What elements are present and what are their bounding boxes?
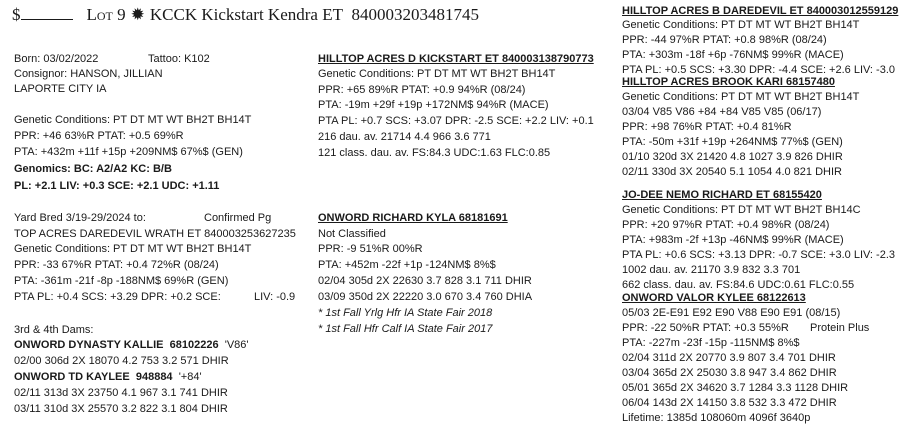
bred-liv: LIV: -0.9 (254, 291, 296, 303)
dam-pta: PTA: +452m -22f +1p -124NM$ 8%$ (318, 259, 496, 271)
dam4-id: 948884 (135, 371, 173, 383)
ds-pta: PTA: +983m -2f +13p -46NM$ 99%R (MACE) (622, 234, 844, 246)
price-dollar: $ (12, 5, 21, 24)
bred-genetic: Genetic Conditions: PT DT MT WT BH2T BH14T (14, 243, 252, 255)
ds-class: 662 class. dau. av. FS:84.6 UDC:0.61 FLC:0.55 (622, 279, 855, 291)
dam4-name: ONWORD TD KAYLEE (14, 371, 130, 383)
animal-genomics: Genomics: BC: A2/A2 KC: B/B (14, 163, 172, 175)
dam3-sire: 'V86' (224, 339, 249, 351)
bred-sire: TOP ACRES DAREDEVIL WRATH ET 840003253627235 (14, 228, 296, 240)
lot-title (12, 4, 479, 26)
born-line (14, 53, 210, 65)
dam3-line (14, 339, 249, 351)
dd-record-1: 02/04 311d 2X 20770 3.9 807 3.4 701 DHIR (622, 352, 836, 364)
dd-protein-plus: Protein Plus (810, 322, 870, 334)
dam3-id: 68102226 (169, 339, 219, 351)
dams34-label: 3rd & 4th Dams: (14, 324, 94, 336)
sire-ptapl: PTA PL: +0.7 SCS: +3.07 DPR: -2.5 SCE: +2.2 LIV: +0.1 (318, 115, 594, 127)
dam3-record: 02/00 306d 2X 18070 4.2 753 3.2 571 DHIR (14, 355, 229, 367)
sd-record-1: 01/10 320d 3X 21420 4.8 1027 3.9 826 DHIR (622, 151, 843, 163)
dd-scores: 05/03 2E-E91 E92 E90 V88 E90 E91 (08/15) (622, 307, 841, 319)
dd-ppr (622, 322, 870, 334)
tattoo-label: Tattoo: (148, 53, 182, 65)
sire-class: 121 class. dau. av. FS:84.3 UDC:1.63 FLC:0.85 (318, 147, 551, 159)
dd-pta: PTA: -227m -23f -15p -115NM$ 8%$ (622, 337, 800, 349)
bred-ptapl-a: PTA PL: +0.4 SCS: +3.29 DPR: +0.2 SCE: (14, 291, 221, 303)
dd-name: ONWORD VALOR KYLEE 68122613 (622, 292, 806, 304)
price-blank (21, 5, 73, 20)
dam-name: ONWORD RICHARD KYLA 68181691 (318, 212, 508, 224)
sd-scores: 03/04 V85 V86 +84 +84 V85 V85 (06/17) (622, 106, 822, 118)
dam-record-1: 02/04 305d 2X 22630 3.7 828 3.1 711 DHIR (318, 275, 532, 287)
dam-class: Not Classified (318, 228, 386, 240)
ss-ppr: PPR: -44 97%R PTAT: +0.8 98%R (08/24) (622, 34, 827, 46)
dam-award-2: * 1st Fall Hfr Calf IA State Fair 2017 (318, 323, 493, 335)
consignor-line (14, 68, 163, 80)
bred-ptapl (14, 291, 296, 303)
sd-ppr: PPR: +98 76%R PTAT: +0.4 81%R (622, 121, 792, 133)
tattoo-value: K102 (184, 53, 210, 65)
born-label: Born: (14, 53, 41, 65)
sd-record-2: 02/11 330d 3X 20540 5.1 1054 4.0 821 DHIR (622, 166, 842, 178)
dd-ppr-a: PPR: -22 50%R PTAT: +0.3 55%R (622, 322, 789, 334)
ss-ptapl: PTA PL: +0.5 SCS: +3.30 DPR: -4.4 SCE: +2.6 LIV: -3.0 (622, 64, 896, 76)
ds-genetic: Genetic Conditions: PT DT MT WT BH2T BH14C (622, 204, 861, 216)
sire-dau: 216 dau. av. 21714 4.4 966 3.6 771 (318, 131, 491, 143)
location: LAPORTE CITY IA (14, 83, 107, 95)
tattoo (148, 53, 210, 65)
sire-pta: PTA: -19m +29f +19p +172NM$ 94%R (MACE) (318, 99, 549, 111)
bred-ppr: PPR: -33 67%R PTAT: +0.4 72%R (08/24) (14, 259, 219, 271)
consignor-label: Consignor: (14, 68, 68, 80)
ds-ptapl: PTA PL: +0.6 SCS: +3.13 DPR: -0.7 SCE: +3.0 LIV: -2.3 (622, 249, 896, 261)
dam4-sire: '+84' (178, 371, 202, 383)
dam4-line (14, 371, 202, 383)
ds-dau: 1002 dau. av. 21170 3.9 832 3.3 701 (622, 264, 801, 276)
sire-ppr: PPR: +65 89%R PTAT: +0.9 94%R (08/24) (318, 84, 526, 96)
dd-record-3: 05/01 365d 2X 34620 3.7 1284 3.3 1128 DHIR (622, 382, 849, 394)
dam4-record-1: 02/11 313d 3X 23750 4.1 967 3.1 741 DHIR (14, 387, 228, 399)
bred-pta: PTA: -361m -21f -8p -188NM$ 69%R (GEN) (14, 275, 229, 287)
animal-pl: PL: +2.1 LIV: +0.3 SCE: +2.1 UDC: +1.11 (14, 180, 220, 192)
dam-record-2: 03/09 350d 2X 22220 3.0 670 3.4 760 DHIA (318, 291, 533, 303)
animal-genetic: Genetic Conditions: PT DT MT WT BH2T BH14T (14, 114, 252, 126)
dd-lifetime: Lifetime: 1385d 108060m 4096f 3640p (622, 412, 811, 424)
animal-pta: PTA: +432m +11f +15p +209NM$ 67%$ (GEN) (14, 146, 243, 158)
sire-name: HILLTOP ACRES D KICKSTART ET 840003138790773 (318, 53, 594, 65)
star-burst-icon: ✹ (130, 5, 145, 24)
animal-name: KCCK Kickstart Kendra ET (149, 5, 343, 24)
born-value: 03/02/2022 (43, 53, 99, 65)
lot-number: Lot 9 (86, 5, 126, 24)
consignor-value: HANSON, JILLIAN (70, 68, 163, 80)
sd-name: HILLTOP ACRES BROOK KARI 68157480 (622, 76, 835, 88)
dd-record-2: 03/04 365d 2X 25030 3.8 947 3.4 862 DHIR (622, 367, 837, 379)
dam3-name: ONWORD DYNASTY KALLIE (14, 339, 164, 351)
sd-pta: PTA: -50m +31f +19p +264NM$ 77%$ (GEN) (622, 136, 843, 148)
sd-genetic: Genetic Conditions: PT DT MT WT BH2T BH14T (622, 91, 860, 103)
dam-award-1: * 1st Fall Yrlg Hfr IA State Fair 2018 (318, 307, 493, 319)
dam-ppr: PPR: -9 51%R 00%R (318, 243, 423, 255)
bred-line (14, 212, 272, 224)
animal-ppr: PPR: +46 63%R PTAT: +0.5 69%R (14, 130, 184, 142)
dam4-record-2: 03/11 310d 3X 25570 3.2 822 3.1 804 DHIR (14, 403, 228, 415)
confirmed-pg: Confirmed Pg (204, 212, 272, 224)
ss-pta: PTA: +303m -18f +6p -76NM$ 99%R (MACE) (622, 49, 844, 61)
ss-name: HILLTOP ACRES B DAREDEVIL ET 840003012559129 (622, 5, 899, 17)
ds-ppr: PPR: +20 97%R PTAT: +0.4 98%R (08/24) (622, 219, 830, 231)
sire-genetic: Genetic Conditions: PT DT MT WT BH2T BH14T (318, 68, 556, 80)
dd-record-4: 06/04 143d 2X 14150 3.8 532 3.3 472 DHIR (622, 397, 837, 409)
bred-date: Yard Bred 3/19-29/2024 to: (14, 212, 146, 224)
animal-id: 840003203481745 (351, 5, 479, 24)
ds-name: JO-DEE NEMO RICHARD ET 68155420 (622, 189, 822, 201)
ss-genetic: Genetic Conditions: PT DT MT WT BH2T BH14T (622, 19, 860, 31)
